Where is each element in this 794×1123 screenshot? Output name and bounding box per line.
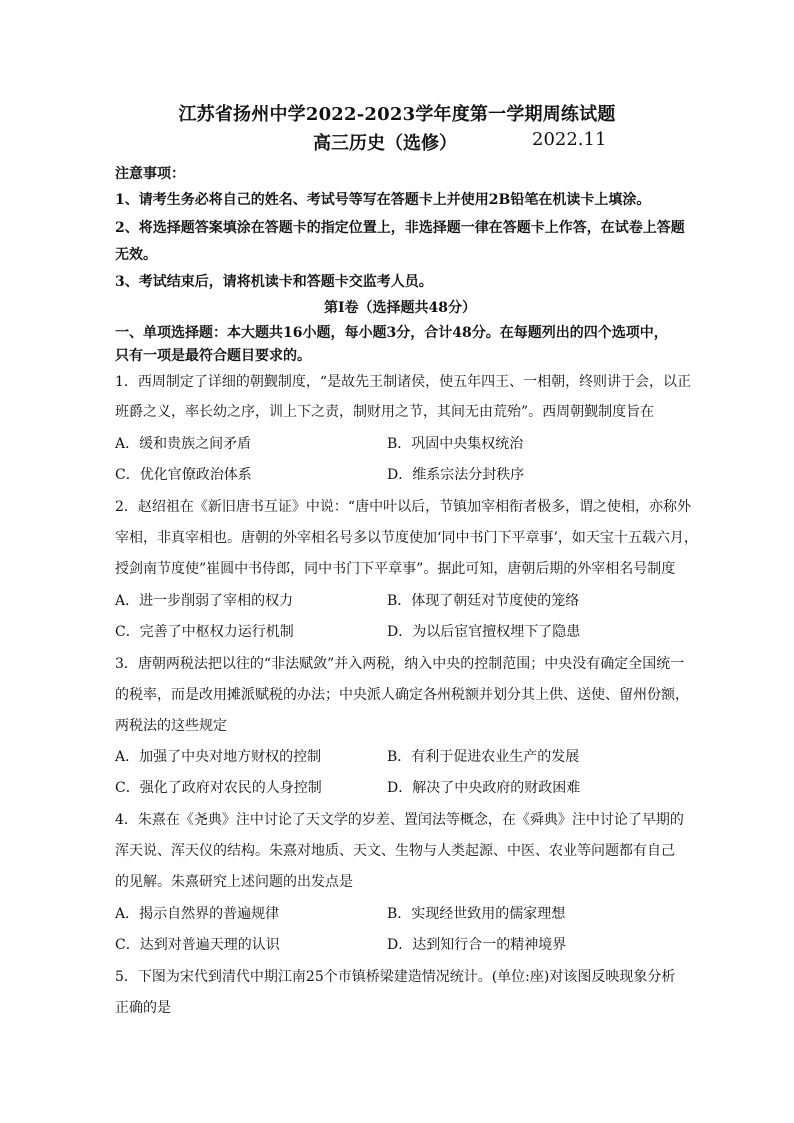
question-3-text: 3．唐朝两税法把以往的“非法赋敛”并入两税，纳入中央的控制范围；中央没有确定全国统一 xyxy=(115,656,685,672)
question-1-option-c: C．优化官僚政治体系 xyxy=(115,467,252,483)
note-item: 2、将选择题答案填涂在答题卡的指定位置上，非选择题一律在答题卡上作答，在试卷上答题 xyxy=(115,220,685,236)
question-3-option-c: C．强化了政府对农民的人身控制 xyxy=(115,780,322,796)
question-2-option-d: D．为以后宦官擅权埋下了隐患 xyxy=(387,624,581,640)
question-5-text: 正确的是 xyxy=(115,1000,171,1016)
question-4-text: 浑天说、浑天仪的结构。朱熹对地质、天文、生物与人类起源、中医、农业等问题都有自己 xyxy=(115,843,675,859)
section-title: 第Ⅰ卷（选择题共48分） xyxy=(323,300,477,316)
question-5-text: 5．下图为宋代到清代中期江南25个市镇桥梁建造情况统计。(单位:座)对该图反映现象分析 xyxy=(115,969,676,985)
question-2-option-c: C．完善了中枢权力运行机制 xyxy=(115,624,294,640)
section-intro: 一、单项选择题：本大题共16小题，每小题3分，合计48分。在每题列出的四个选项中， xyxy=(115,325,668,341)
question-3-option-a: A．加强了中央对地方财权的控制 xyxy=(115,749,322,765)
question-1-text: 1．西周制定了详细的朝觐制度，“是故先王制诸侯，使五年四王、一相朝，终则讲于会，以正 xyxy=(115,374,692,390)
question-4-option-a: A．揭示自然界的普遍规律 xyxy=(115,906,280,922)
question-3-option-b: B．有利于促进农业生产的发展 xyxy=(387,749,580,765)
question-2-text: 宰相，非真宰相也。唐朝的外宰相名号多以节度使加‘同中书门下平章事’，如天宝十五载六月， xyxy=(115,530,698,546)
question-4-text: 4．朱熹在《尧典》注中讨论了天文学的岁差、置闰法等概念，在《舜典》注中讨论了早期的 xyxy=(115,812,684,828)
question-2-text: 2．赵绍祖在《新旧唐书互证》中说：“唐中叶以后，节镇加宰相衔者极多，谓之使相，亦称外 xyxy=(115,499,692,515)
note-item: 无效。 xyxy=(115,247,157,263)
question-2-option-a: A．进一步削弱了宰相的权力 xyxy=(115,593,294,609)
question-2-text: 授剑南节度使”崔圆中书侍郎，同中书门下平章事”。据此可知，唐朝后期的外宰相名号制度 xyxy=(115,561,676,577)
note-item: 1、请考生务必将自己的姓名、考试号等写在答题卡上并使用2B铅笔在机读卡上填涂。 xyxy=(115,192,651,208)
question-2-option-b: B．体现了朝廷对节度使的笼络 xyxy=(387,593,580,609)
section-intro: 只有一项是最符合题目要求的。 xyxy=(115,348,311,364)
exam-title: 江苏省扬州中学2022-2023学年度第一学期周练试题 xyxy=(178,104,616,125)
question-1-option-d: D．维系宗法分封秩序 xyxy=(387,467,525,483)
question-3-text: 两税法的这些规定 xyxy=(115,718,227,734)
exam-date: 2022.11 xyxy=(532,129,607,150)
question-4-option-b: B．实现经世致用的儒家理想 xyxy=(387,906,566,922)
question-3-text: 的税率，而是改用摊派赋税的办法；中央派人确定各州税额并划分其上供、送使、留州份额， xyxy=(115,687,689,703)
question-4-option-d: D．达到知行合一的精神境界 xyxy=(387,937,567,953)
question-1-option-a: A．缓和贵族之间矛盾 xyxy=(115,436,252,452)
note-item: 3、考试结束后，请将机读卡和答题卡交监考人员。 xyxy=(115,274,433,290)
question-1-text: 班爵之义，率长幼之序，训上下之责，制财用之节，其间无由荒殆”。西周朝觐制度旨在 xyxy=(115,404,655,420)
notes-heading: 注意事项： xyxy=(115,166,185,182)
question-3-option-d: D．解决了中央政府的财政困难 xyxy=(387,780,581,796)
question-4-text: 的见解。朱熹研究上述问题的出发点是 xyxy=(115,874,353,890)
question-4-option-c: C．达到对普遍天理的认识 xyxy=(115,937,280,953)
question-1-option-b: B．巩固中央集权统治 xyxy=(387,436,524,452)
subject-label: 高三历史（选修） xyxy=(313,133,457,154)
